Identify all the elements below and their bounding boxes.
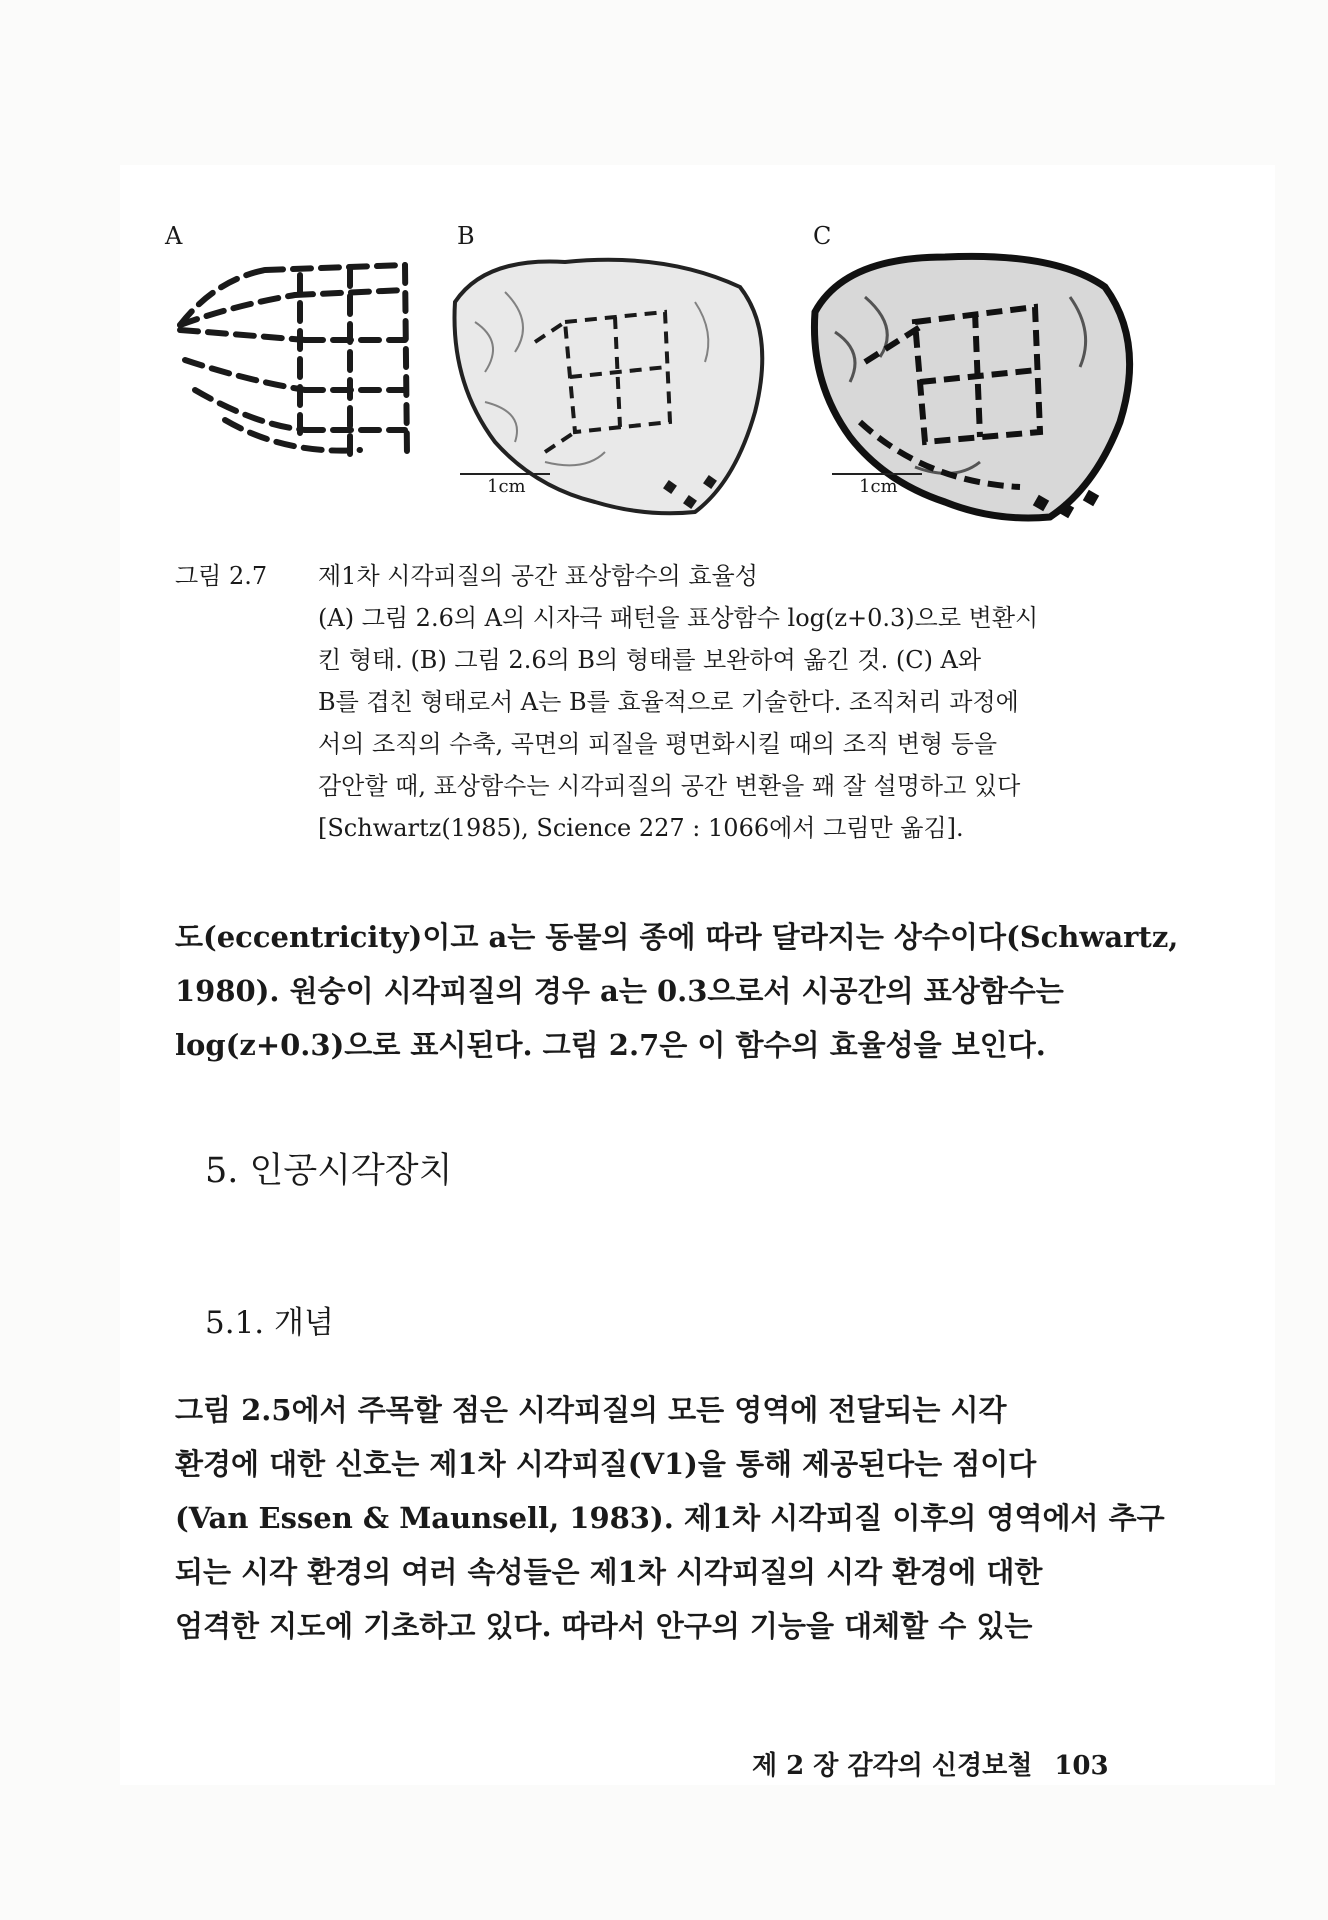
figure-2-7: [165, 222, 1155, 550]
panel-label-a: A: [165, 222, 183, 250]
caption-line: B를 겹친 형태로서 A는 B를 효율적으로 기술한다. 조직처리 과정에: [318, 688, 1019, 716]
panel-label-c: C: [813, 222, 832, 250]
page-number: 103: [1054, 1751, 1109, 1781]
text-line: 1980). 원숭이 시각피질의 경우 a는 0.3으로서 시공간의 표상함수는: [175, 974, 1064, 1008]
text-line: (Van Essen & Maunsell, 1983). 제1차 시각피질 이후의 영역에서 추구: [175, 1501, 1165, 1535]
chapter-title: 제 2 장 감각의 신경보철: [752, 1751, 1033, 1781]
panel-b-cortex-map: [445, 242, 785, 542]
caption-line: 제1차 시각피질의 공간 표상함수의 효율성: [318, 562, 758, 590]
caption-line: [Schwartz(1985), Science 227 : 1066에서 그림만 옮김].: [318, 814, 964, 842]
panel-a-dashed-grid: [175, 250, 430, 475]
scale-label-b: 1cm: [487, 476, 526, 497]
caption-number: 그림 2.7: [175, 562, 268, 590]
text-line: 엄격한 지도에 기초하고 있다. 따라서 안구의 기능을 대체할 수 있는: [175, 1609, 1033, 1643]
text-line: 되는 시각 환경의 여러 속성들은 제1차 시각피질의 시각 환경에 대한: [175, 1555, 1043, 1589]
page-footer: [752, 1745, 1109, 1782]
scale-bar-c: [832, 473, 922, 475]
text-line: 환경에 대한 신호는 제1차 시각피질(V1)을 통해 제공된다는 점이다: [175, 1447, 1037, 1481]
caption-line: (A) 그림 2.6의 A의 시자극 패턴을 표상함수 log(z+0.3)으로 변환시: [318, 604, 1039, 632]
caption-line: 감안할 때, 표상함수는 시각피질의 공간 변환을 꽤 잘 설명하고 있다: [318, 772, 1021, 800]
text-line: 그림 2.5에서 주목할 점은 시각피질의 모든 영역에 전달되는 시각: [175, 1393, 1007, 1427]
section-heading: 5. 인공시각장치: [205, 1151, 453, 1191]
text-line: 도(eccentricity)이고 a는 동물의 종에 따라 달라지는 상수이다(Schwartz,: [175, 920, 1179, 954]
caption-line: 서의 조직의 수축, 곡면의 피질을 평면화시킬 때의 조직 변형 등을: [318, 730, 998, 758]
scale-label-c: 1cm: [859, 476, 898, 497]
text-line: log(z+0.3)으로 표시된다. 그림 2.7은 이 함수의 효율성을 보인다.: [175, 1028, 1046, 1062]
subsection-heading: 5.1. 개념: [205, 1305, 334, 1341]
scale-bar-b: [460, 473, 550, 475]
panel-c-overlay-map: [805, 242, 1155, 547]
panel-label-b: B: [457, 222, 475, 250]
caption-line: 킨 형태. (B) 그림 2.6의 B의 형태를 보완하여 옮긴 것. (C) A와: [318, 646, 982, 674]
